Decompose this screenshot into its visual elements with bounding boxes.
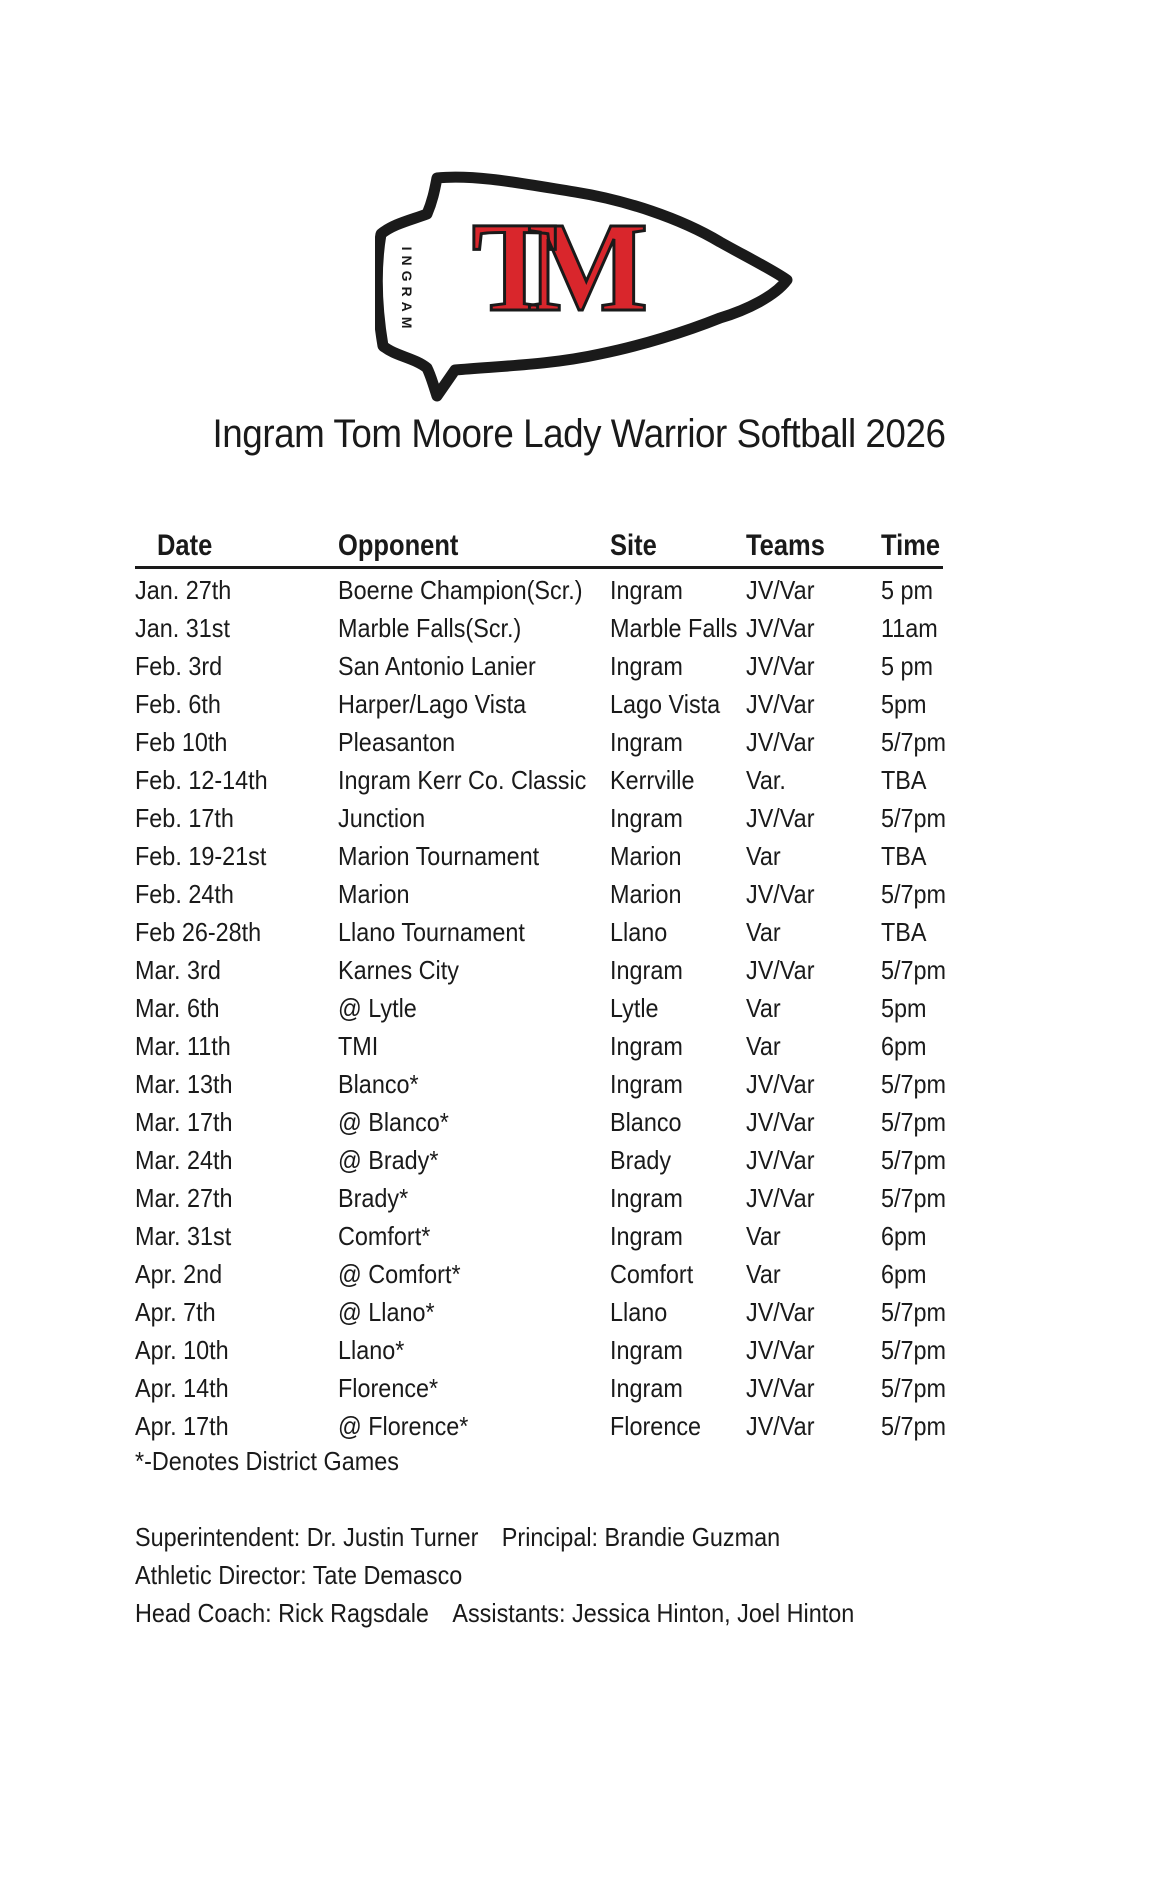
cell-date: Mar. 31st [135,1221,232,1251]
cell-date: Mar. 6th [135,993,220,1023]
cell-opponent: Marble Falls(Scr.) [338,613,522,643]
district-footnote: *-Denotes District Games [135,1446,399,1476]
cell-teams: JV/Var [746,955,815,985]
cell-site: Kerrville [610,765,695,795]
cell-date: Feb 26-28th [135,917,262,947]
cell-time: 5/7pm [881,1183,947,1213]
schedule-table [135,526,955,1445]
cell-time: 5 pm [881,575,934,605]
cell-date: Mar. 27th [135,1183,233,1213]
cell-time: 5/7pm [881,955,947,985]
cell-site: Llano [610,1297,668,1327]
cell-time: 5/7pm [881,727,947,757]
cell-teams: JV/Var [746,1069,815,1099]
schedule-row [135,1407,955,1445]
cell-opponent: Junction [338,803,426,833]
cell-teams: Var [746,841,781,871]
cell-teams: JV/Var [746,1335,815,1365]
cell-opponent: Pleasanton [338,727,456,757]
cell-opponent: Llano Tournament [338,917,525,947]
schedule-row [135,913,955,951]
cell-time: 5/7pm [881,803,947,833]
schedule-row [135,1141,955,1179]
cell-teams: JV/Var [746,651,815,681]
cell-time: 6pm [881,1259,927,1289]
cell-date: Apr. 2nd [135,1259,223,1289]
cell-date: Feb. 17th [135,803,234,833]
cell-site: Ingram [610,575,683,605]
schedule-row [135,951,955,989]
cell-site: Ingram [610,1335,683,1365]
cell-opponent: @ Comfort* [338,1259,461,1289]
schedule-row [135,1293,955,1331]
cell-teams: JV/Var [746,1183,815,1213]
cell-teams: Var [746,993,781,1023]
header-teams: Teams [746,529,825,562]
cell-opponent: Marion [338,879,410,909]
cell-teams: Var. [746,765,786,795]
cell-time: 6pm [881,1221,927,1251]
cell-opponent: @ Lytle [338,993,417,1023]
cell-opponent: @ Brady* [338,1145,439,1175]
cell-date: Apr. 17th [135,1411,229,1441]
cell-teams: JV/Var [746,1297,815,1327]
cell-time: TBA [881,841,927,871]
schedule-row [135,1255,955,1293]
cell-site: Ingram [610,1221,683,1251]
cell-opponent: @ Florence* [338,1411,469,1441]
schedule-row [135,1369,955,1407]
cell-teams: JV/Var [746,689,815,719]
cell-time: 5/7pm [881,1145,947,1175]
schedule-row [135,723,955,761]
cell-site: Ingram [610,651,683,681]
cell-teams: JV/Var [746,575,815,605]
cell-teams: JV/Var [746,803,815,833]
page-title: Ingram Tom Moore Lady Warrior Softball 2026 [212,412,946,456]
schedule-row [135,647,955,685]
schedule-row [135,989,955,1027]
cell-opponent: Blanco* [338,1069,419,1099]
logo-monogram: TM [471,196,619,338]
cell-opponent: Ingram Kerr Co. Classic [338,765,587,795]
head-coach: Head Coach: Rick Ragsdale [135,1598,429,1628]
schedule-row [135,1331,955,1369]
cell-time: TBA [881,765,927,795]
cell-opponent: @ Llano* [338,1297,435,1327]
cell-opponent: San Antonio Lanier [338,651,536,681]
header-opponent: Opponent [338,529,459,562]
staff-info [135,1518,934,1632]
superintendent: Superintendent: Dr. Justin Turner [135,1522,479,1552]
cell-teams: Var [746,1259,781,1289]
cell-time: 5/7pm [881,1069,947,1099]
cell-time: 5/7pm [881,1411,947,1441]
schedule-row [135,761,955,799]
cell-time: 5pm [881,993,927,1023]
cell-site: Lytle [610,993,659,1023]
cell-site: Ingram [610,1373,683,1403]
cell-date: Apr. 7th [135,1297,216,1327]
schedule-row [135,1179,955,1217]
cell-date: Feb. 12-14th [135,765,268,795]
staff-line-2 [135,1556,854,1594]
cell-date: Feb. 3rd [135,651,223,681]
schedule-header-row [135,526,943,569]
cell-date: Feb 10th [135,727,228,757]
cell-opponent: Marion Tournament [338,841,540,871]
cell-site: Lago Vista [610,689,721,719]
header-time: Time [881,529,941,562]
cell-teams: JV/Var [746,1373,815,1403]
cell-site: Ingram [610,1069,683,1099]
cell-date: Mar. 11th [135,1031,231,1061]
athletic-director: Athletic Director: Tate Demasco [135,1560,463,1590]
cell-date: Mar. 3rd [135,955,221,985]
cell-site: Llano [610,917,668,947]
cell-site: Ingram [610,1031,683,1061]
cell-date: Feb. 24th [135,879,234,909]
cell-site: Ingram [610,727,683,757]
schedule-row [135,685,955,723]
cell-time: 6pm [881,1031,927,1061]
cell-site: Marble Falls [610,613,738,643]
staff-line-3 [135,1594,854,1632]
schedule-row [135,571,955,609]
cell-site: Ingram [610,955,683,985]
cell-date: Mar. 24th [135,1145,233,1175]
cell-time: 11am [881,613,938,643]
schedule-rows [135,571,955,1445]
cell-site: Ingram [610,803,683,833]
cell-time: 5 pm [881,651,934,681]
schedule-row [135,799,955,837]
cell-date: Mar. 13th [135,1069,233,1099]
cell-site: Marion [610,879,682,909]
cell-opponent: Florence* [338,1373,439,1403]
cell-date: Feb. 19-21st [135,841,267,871]
cell-time: 5pm [881,689,927,719]
cell-opponent: Llano* [338,1335,405,1365]
cell-time: 5/7pm [881,1335,947,1365]
schedule-row [135,1103,955,1141]
cell-time: 5/7pm [881,1107,947,1137]
cell-time: 5/7pm [881,1373,947,1403]
cell-opponent: Karnes City [338,955,459,985]
header-site: Site [610,529,657,562]
cell-opponent: TMI [338,1031,379,1061]
cell-site: Ingram [610,1183,683,1213]
cell-teams: JV/Var [746,1411,815,1441]
cell-date: Jan. 27th [135,575,232,605]
cell-site: Comfort [610,1259,694,1289]
cell-opponent: Boerne Champion(Scr.) [338,575,583,605]
schedule-row [135,609,955,647]
cell-teams: JV/Var [746,879,815,909]
cell-teams: Var [746,1031,781,1061]
principal: Principal: Brandie Guzman [501,1522,781,1552]
schedule-row [135,837,955,875]
cell-date: Apr. 14th [135,1373,229,1403]
cell-opponent: Harper/Lago Vista [338,689,527,719]
cell-teams: JV/Var [746,1107,815,1137]
cell-time: TBA [881,917,927,947]
schedule-row [135,875,955,913]
schedule-row [135,1065,955,1103]
header-date: Date [157,529,213,562]
cell-site: Brady [610,1145,672,1175]
cell-date: Mar. 17th [135,1107,233,1137]
cell-opponent: Brady* [338,1183,409,1213]
cell-site: Florence [610,1411,702,1441]
cell-teams: Var [746,917,781,947]
cell-site: Blanco [610,1107,682,1137]
schedule-row [135,1217,955,1255]
cell-teams: JV/Var [746,1145,815,1175]
assistants: Assistants: Jessica Hinton, Joel Hinton [452,1598,855,1628]
schedule-row [135,1027,955,1065]
ingram-tm-arrowhead-logo [375,170,795,405]
cell-time: 5/7pm [881,1297,947,1327]
cell-date: Apr. 10th [135,1335,229,1365]
logo-side-text: INGRAM [399,246,415,334]
cell-teams: Var [746,1221,781,1251]
cell-teams: JV/Var [746,727,815,757]
cell-date: Jan. 31st [135,613,230,643]
cell-opponent: @ Blanco* [338,1107,449,1137]
cell-opponent: Comfort* [338,1221,431,1251]
cell-date: Feb. 6th [135,689,221,719]
staff-line-1 [135,1518,854,1556]
cell-time: 5/7pm [881,879,947,909]
cell-teams: JV/Var [746,613,815,643]
cell-site: Marion [610,841,682,871]
